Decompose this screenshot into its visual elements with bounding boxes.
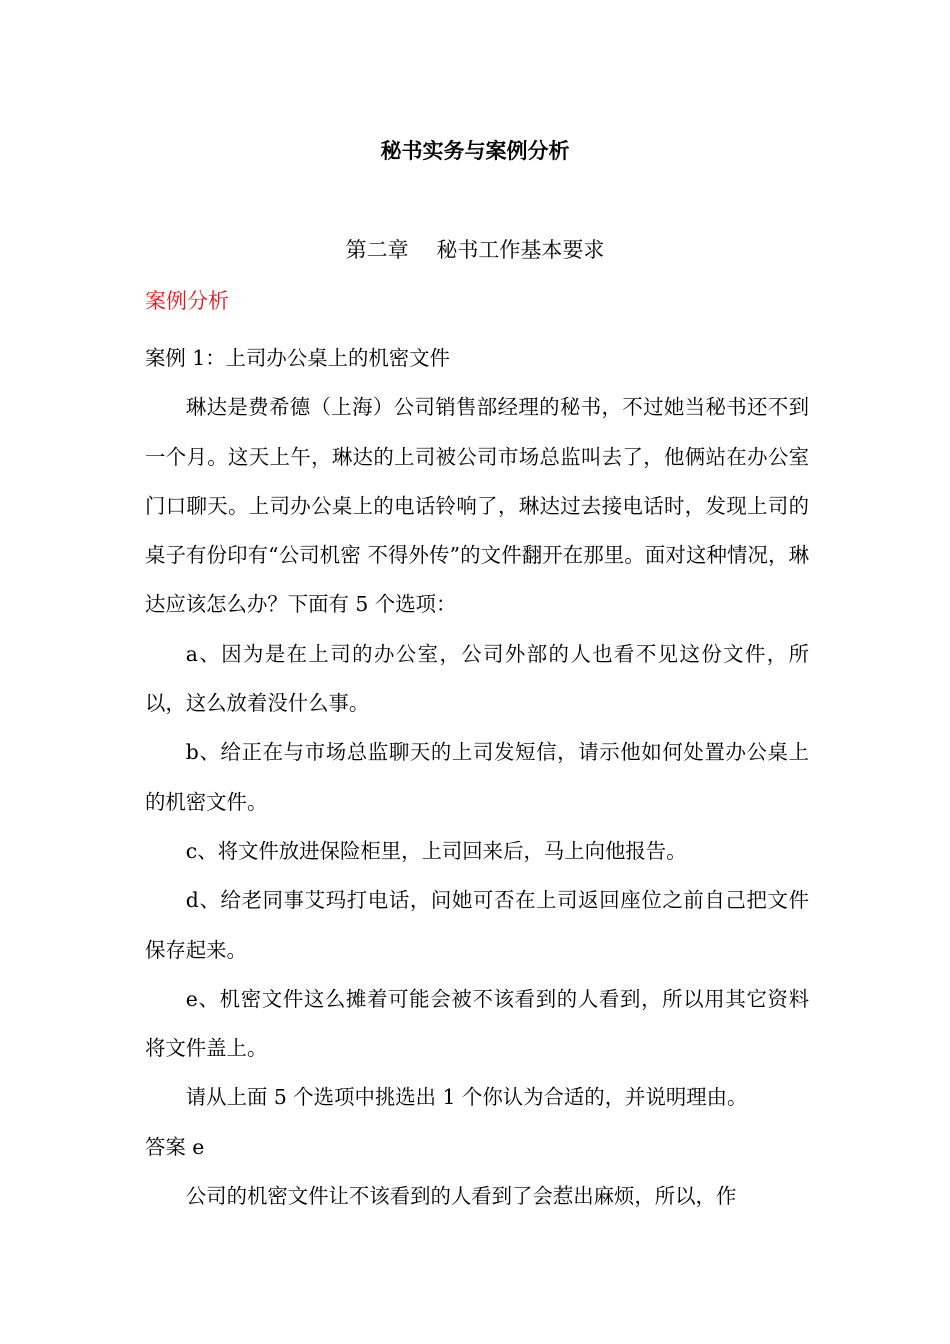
option-e: e、机密文件这么摊着可能会被不该看到的人看到，所以用其它资料将文件盖上。	[145, 986, 809, 1061]
section-heading: 案例分析	[145, 289, 229, 313]
document-title: 秘书实务与案例分析	[380, 139, 570, 163]
document-body	[145, 334, 809, 1221]
case-scenario-paragraph: 琳达是费希德（上海）公司销售部经理的秘书，不过她当秘书还不到一个月。这天上午，琳达的上司被公司市场总监叫去了，他俩站在办公室门口聊天。上司办公桌上的电话铃响了，琳达过去接电话时，发现上司的桌子有份印有“公司机密 不得外传”的文件翻开在那里。面对这种情况，琳达应该怎么办？下面有 5 个选项：	[145, 395, 809, 617]
option-d: d、给老同事艾玛打电话，问她可否在上司返回座位之前自己把文件保存起来。	[145, 888, 809, 962]
question-prompt: 请从上面 5 个选项中挑选出 1 个你认为合适的，并说明理由。	[185, 1085, 748, 1110]
option-b: b、给正在与市场总监聊天的上司发短信，请示他如何处置办公桌上的机密文件。	[145, 740, 809, 814]
case-title: 案例 1：上司办公桌上的机密文件	[145, 346, 450, 370]
answer-label: 答案 e	[145, 1134, 205, 1159]
option-a: a、因为是在上司的办公室，公司外部的人也看不见这份文件，所以，这么放着没什么事。	[145, 641, 809, 716]
chapter-title: 第二章 秘书工作基本要求	[345, 238, 605, 262]
answer-explanation: 公司的机密文件让不该看到的人看到了会惹出麻烦，所以，作	[185, 1184, 737, 1209]
option-c: c、将文件放进保险柜里，上司回来后，马上向他报告。	[185, 838, 687, 863]
